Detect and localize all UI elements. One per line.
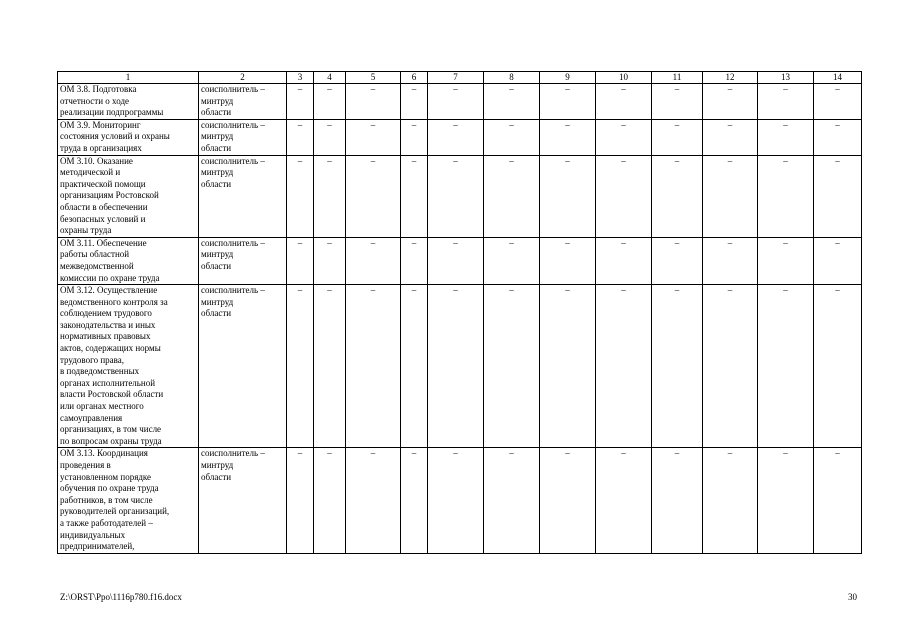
value-cell: – — [401, 448, 428, 553]
value-cell: – — [314, 448, 346, 553]
column-header-3: 3 — [287, 72, 314, 84]
footer-file-path: Z:\ORST\Ppo\1116p780.f16.docx — [60, 592, 182, 602]
value-cell: – — [540, 237, 596, 284]
value-cell: – — [287, 119, 314, 155]
value-cell: – — [652, 448, 703, 553]
measure-cell: ОМ 3.13. Координация проведения в установленном порядке обучения по охране труда работников, в том числе руководителей организаций, а также работодателей – индивидуальных предпринимателей, — [58, 448, 199, 553]
value-cell: – — [484, 285, 540, 448]
table-row — [58, 448, 862, 553]
value-cell: – — [314, 237, 346, 284]
value-cell: – — [484, 155, 540, 237]
value-cell: – — [428, 237, 484, 284]
value-cell: – — [346, 237, 401, 284]
column-header-4: 4 — [314, 72, 346, 84]
column-header-6: 6 — [401, 72, 428, 84]
column-header-9: 9 — [540, 72, 596, 84]
value-cell: – — [428, 448, 484, 553]
value-cell: – — [703, 448, 758, 553]
value-cell: – — [814, 84, 862, 120]
table-body — [58, 84, 862, 554]
value-cell: – — [484, 448, 540, 553]
measure-cell: ОМ 3.10. Оказание методической и практической помощи организациям Ростовской области в обеспечении безопасных условий и охраны труда — [58, 155, 199, 237]
value-cell: – — [652, 84, 703, 120]
value-cell: – — [484, 84, 540, 120]
value-cell: – — [758, 84, 814, 120]
value-cell: – — [758, 119, 814, 155]
value-cell: – — [314, 285, 346, 448]
value-cell: – — [401, 84, 428, 120]
value-cell: – — [596, 448, 652, 553]
value-cell: – — [401, 155, 428, 237]
value-cell: – — [287, 155, 314, 237]
value-cell: – — [758, 285, 814, 448]
value-cell: – — [401, 237, 428, 284]
value-cell: – — [346, 155, 401, 237]
value-cell: – — [346, 84, 401, 120]
value-cell: – — [596, 119, 652, 155]
value-cell: – — [540, 448, 596, 553]
value-cell: – — [314, 84, 346, 120]
value-cell: – — [652, 119, 703, 155]
value-cell: – — [814, 285, 862, 448]
value-cell: – — [814, 155, 862, 237]
value-cell: – — [314, 155, 346, 237]
column-header-11: 11 — [652, 72, 703, 84]
value-cell: – — [703, 119, 758, 155]
value-cell: – — [314, 119, 346, 155]
value-cell: – — [758, 237, 814, 284]
column-header-12: 12 — [703, 72, 758, 84]
value-cell: – — [484, 237, 540, 284]
executor-cell: соисполнитель – минтруд области — [199, 448, 287, 553]
value-cell: – — [814, 448, 862, 553]
measure-cell: ОМ 3.11. Обеспечение работы областной межведомственной комиссии по охране труда — [58, 237, 199, 284]
table-row — [58, 119, 862, 155]
table-row — [58, 155, 862, 237]
executor-cell: соисполнитель – минтруд области — [199, 84, 287, 120]
table-row — [58, 84, 862, 120]
table-header — [58, 72, 862, 84]
value-cell: – — [428, 285, 484, 448]
value-cell: – — [540, 119, 596, 155]
value-cell: – — [540, 285, 596, 448]
value-cell: – — [540, 155, 596, 237]
page-number: 30 — [848, 592, 857, 602]
column-header-1: 1 — [58, 72, 199, 84]
value-cell: – — [596, 285, 652, 448]
value-cell: – — [652, 155, 703, 237]
value-cell: – — [652, 237, 703, 284]
value-cell: – — [652, 285, 703, 448]
executor-cell: соисполнитель – минтруд области — [199, 155, 287, 237]
value-cell: – — [596, 84, 652, 120]
value-cell: – — [287, 448, 314, 553]
executor-cell: соисполнитель – минтруд области — [199, 119, 287, 155]
value-cell: – — [346, 448, 401, 553]
value-cell: – — [540, 84, 596, 120]
program-table — [57, 71, 862, 554]
table-row — [58, 285, 862, 448]
executor-cell: соисполнитель – минтруд области — [199, 285, 287, 448]
table-row — [58, 237, 862, 284]
measure-cell: ОМ 3.9. Мониторинг состояния условий и охраны труда в организациях — [58, 119, 199, 155]
value-cell: – — [758, 155, 814, 237]
column-header-5: 5 — [346, 72, 401, 84]
column-header-10: 10 — [596, 72, 652, 84]
value-cell: – — [814, 119, 862, 155]
value-cell: – — [703, 285, 758, 448]
value-cell: – — [287, 237, 314, 284]
value-cell: – — [428, 84, 484, 120]
value-cell: – — [484, 119, 540, 155]
measure-cell: ОМ 3.8. Подготовка отчетности о ходе реализации подпрограммы — [58, 84, 199, 120]
value-cell: – — [703, 84, 758, 120]
column-header-7: 7 — [428, 72, 484, 84]
value-cell: – — [758, 448, 814, 553]
column-header-2: 2 — [199, 72, 287, 84]
value-cell: – — [703, 155, 758, 237]
value-cell: – — [428, 155, 484, 237]
column-header-8: 8 — [484, 72, 540, 84]
measure-cell: ОМ 3.12. Осуществление ведомственного контроля за соблюдением трудового законодательства и иных нормативных правовых актов, содержащих нормы трудового права, в подведомственных органах исполнительной власти Ростовской области или органах местного самоуправления организациях, в том числе по вопросам охраны труда — [58, 285, 199, 448]
value-cell: – — [428, 119, 484, 155]
value-cell: – — [401, 119, 428, 155]
column-header-13: 13 — [758, 72, 814, 84]
value-cell: – — [346, 285, 401, 448]
header-row — [58, 72, 862, 84]
column-header-14: 14 — [814, 72, 862, 84]
value-cell: – — [596, 237, 652, 284]
value-cell: – — [401, 285, 428, 448]
value-cell: – — [287, 84, 314, 120]
value-cell: – — [596, 155, 652, 237]
value-cell: – — [814, 237, 862, 284]
value-cell: – — [346, 119, 401, 155]
value-cell: – — [703, 237, 758, 284]
value-cell: – — [287, 285, 314, 448]
executor-cell: соисполнитель – минтруд области — [199, 237, 287, 284]
